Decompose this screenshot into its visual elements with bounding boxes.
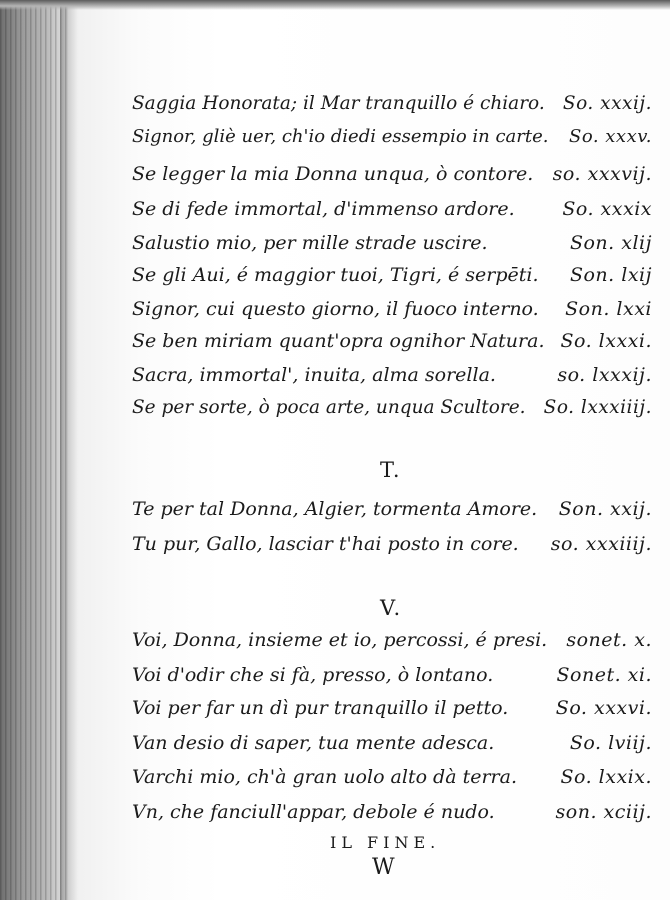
- index-entry: [132, 660, 652, 690]
- entry-ref: so. xxxvij.: [552, 163, 652, 185]
- index-entry: [132, 294, 652, 324]
- entry-verse: Se ben miriam quant'opra ognihor Natura.: [132, 330, 545, 352]
- entry-ref: So. xxxv.: [568, 126, 652, 147]
- index-entry: [132, 159, 652, 189]
- index-entry: [132, 122, 652, 152]
- index-entry: [132, 762, 652, 792]
- entry-ref: So. lxxix.: [560, 766, 652, 788]
- catchword: W: [372, 855, 395, 880]
- entry-verse: Saggia Honorata; il Mar tranquillo é chiaro.: [132, 93, 545, 114]
- index-entry: [132, 260, 652, 290]
- entry-verse: Vn, che fanciull'appar, debole é nudo.: [132, 801, 495, 823]
- index-entry: [132, 797, 652, 827]
- entry-ref: So. lxxxi.: [560, 330, 652, 352]
- entry-verse: Te per tal Donna, Algier, tormenta Amore.: [132, 498, 538, 520]
- entry-ref: Son. xlij: [569, 232, 652, 254]
- entry-verse: Sacra, immortal', inuita, alma sorella.: [132, 364, 496, 386]
- entry-ref: So. lviij.: [569, 732, 652, 754]
- section-heading-t: T.: [380, 458, 402, 482]
- index-entry: [132, 194, 652, 224]
- entry-verse: Signor, gliè uer, ch'io diedi essempio in carte.: [132, 126, 549, 147]
- index-entry: [132, 529, 652, 559]
- entry-ref: sonet. x.: [566, 629, 652, 651]
- index-entry: [132, 494, 652, 524]
- index-entry: [132, 89, 652, 119]
- entry-ref: Son. lxxi: [565, 298, 652, 320]
- index-entry: [132, 728, 652, 758]
- entry-verse: Signor, cui questo giorno, il fuoco interno.: [132, 298, 539, 320]
- index-entry: [132, 228, 652, 258]
- entry-verse: Se legger la mia Donna unqua, ò contore.: [132, 163, 534, 185]
- entry-ref: son. xciij.: [555, 801, 652, 823]
- entry-ref: Son. lxij: [569, 264, 652, 286]
- il-fine: IL FINE.: [330, 833, 441, 852]
- section-heading-v: V.: [380, 596, 403, 620]
- entry-verse: Se di fede immortal, d'immenso ardore.: [132, 198, 515, 220]
- entry-ref: So. xxxij.: [562, 93, 652, 114]
- index-entry: [132, 393, 652, 423]
- index-entry: [132, 326, 652, 356]
- entry-ref: so. lxxxij.: [557, 364, 652, 386]
- index-entry: [132, 625, 652, 655]
- entry-ref: So. lxxxiiij.: [543, 397, 652, 418]
- entry-ref: Son. xxij.: [558, 498, 652, 520]
- entry-verse: Voi per far un dì pur tranquillo il petto.: [132, 697, 509, 719]
- entry-verse: Varchi mio, ch'à gran uolo alto dà terra.: [132, 766, 518, 788]
- entry-verse: Voi d'odir che si fà, presso, ò lontano.: [132, 664, 494, 686]
- entry-ref: so. xxxiiij.: [550, 533, 652, 555]
- entry-verse: Van desio di saper, tua mente adesca.: [132, 732, 495, 754]
- entry-ref: So. xxxix: [562, 198, 652, 220]
- entry-verse: Voi, Donna, insieme et io, percossi, é presi.: [132, 629, 548, 651]
- entry-verse: Salustio mio, per mille strade uscire.: [132, 232, 488, 254]
- entry-ref: Sonet. xi.: [556, 664, 652, 686]
- index-entry: [132, 693, 652, 723]
- index-entry: [132, 360, 652, 390]
- entry-verse: Se gli Aui, é maggior tuoi, Tigri, é serpēti.: [132, 264, 539, 286]
- entry-ref: So. xxxvi.: [555, 697, 652, 719]
- entry-verse: Tu pur, Gallo, lasciar t'hai posto in core.: [132, 533, 519, 555]
- entry-verse: Se per sorte, ò poca arte, unqua Scultore.: [132, 397, 526, 418]
